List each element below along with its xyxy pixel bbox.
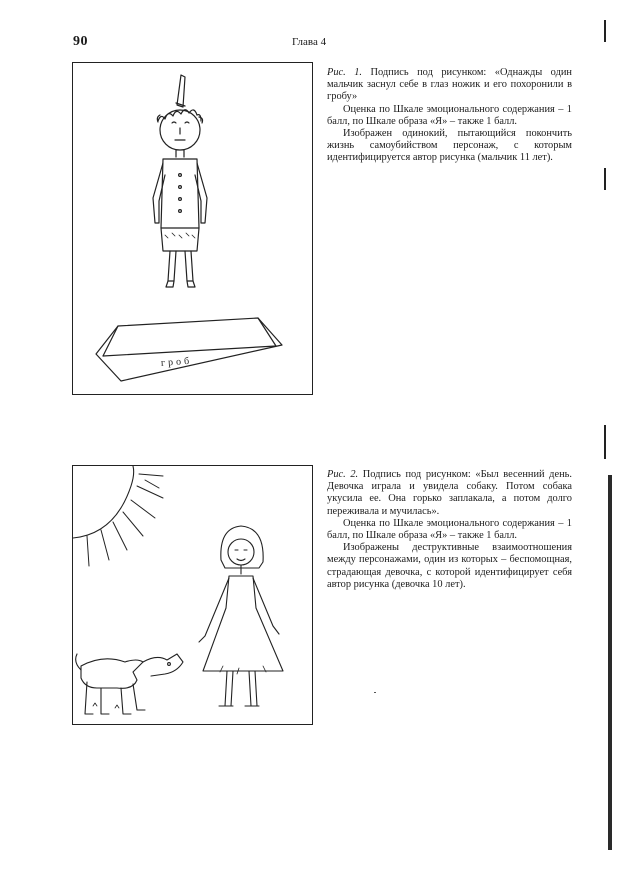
edge-scan-bar [608,475,612,850]
shorts-hatching [165,233,195,238]
boy-shorts [161,228,199,251]
dog-legs [85,682,145,714]
hair-tufts [157,115,202,123]
boy-right-leg [185,251,193,281]
boy-eyes [172,122,189,123]
dog-head [143,654,183,676]
coffin-inscription: гроб [160,355,193,369]
figure-2-rating: Оценка по Шкале эмоционального содержания – 1 балл, по Шкале образа «Я» – также 1 балл. [327,517,572,542]
edge-mark-middle [604,168,606,190]
sun-rays [87,474,163,566]
coffin [96,318,282,381]
boy-left-foot [166,281,174,287]
boy-right-foot [187,281,195,287]
figure-2-svg [73,466,312,724]
girl-legs [225,671,257,706]
dog-eye [168,663,171,666]
sun-arc [73,466,134,538]
figure-2-description: Изображены деструктивные взаимоотношения между персонажами, один из которых – беспомощная, страдающая девочка, с которой идентифицирует себя автор рисунка (девочка 10 лет). [327,542,572,590]
figure-2-title: Подпись под рисунком: «Был весенний день. Девочка играла и увидела собаку. Потом собака укусила ее. Она горько заплакала, а потом долго переживала и мучилась». [327,469,572,517]
knife-blade [177,75,185,107]
figure-1-drawing [72,62,313,395]
running-title: Глава 4 [292,36,327,48]
figure-2-label: Рис. 2. [327,469,359,480]
dog [76,654,183,714]
boy-torso [161,159,199,228]
girl-face [228,539,254,565]
girl-mouth [237,559,245,561]
girl-hair [221,526,263,568]
dog-body [81,659,143,689]
figure-1-caption [327,67,572,165]
boy-left-leg [168,251,176,281]
boy-hair [158,110,201,121]
figure-1-title: Подпись под рисунком: «Однажды один мальчик заснул себе в глаз ножик и его похоронили в гробу» [327,67,572,103]
shirt-buttons [179,174,182,213]
edge-mark-top [604,20,606,42]
figure-1-svg [73,63,312,394]
figure-1-label: Рис. 1. [327,67,363,78]
page-number: 90 [73,34,88,49]
edge-mark-lower [604,425,606,459]
dog-tail [76,654,81,670]
scan-speck [374,692,376,693]
girl-dress [203,576,283,671]
figure-2-caption [327,469,572,591]
figure-1-description: Изображен одинокий, пытающийся покончить жизнь самоубийством персонаж, с которым идентифицируется автор рисунка (мальчик 11 лет). [327,128,572,164]
figure-2-drawing [72,465,313,725]
girl [199,526,283,706]
figure-1-rating: Оценка по Шкале эмоционального содержания – 1 балл, по Шкале образа «Я» – также 1 балл. [327,103,572,127]
grass-marks [93,703,119,708]
